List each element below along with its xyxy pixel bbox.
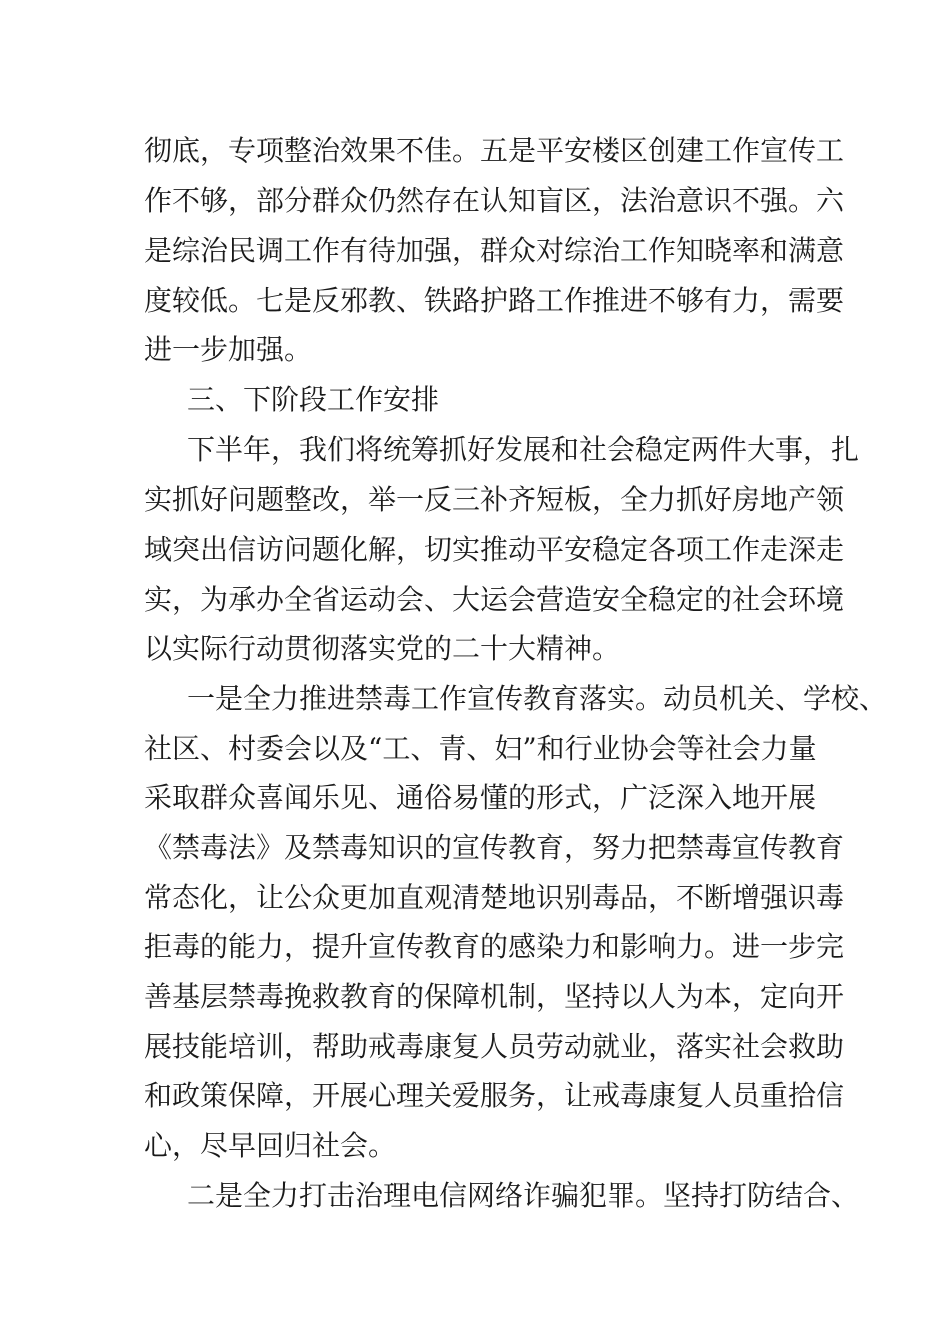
text-line: 采取群众喜闻乐见、通俗易懂的形式，广泛深入地开展 [144, 781, 817, 814]
text-line: 心，尽早回归社会。 [144, 1129, 397, 1162]
section-heading: 三、下阶段工作安排 [187, 383, 440, 416]
text-line: 是综治民调工作有待加强，群众对综治工作知晓率和满意 [144, 234, 845, 267]
text-line: 作不够，部分群众仍然存在认知盲区，法治意识不强。六 [144, 184, 845, 217]
text-line: 社区、村委会以及“工、青、妇”和行业协会等社会力量 [144, 732, 817, 765]
text-line: 实，为承办全省运动会、大运会营造安全稳定的社会环境 [144, 583, 845, 616]
text-line: 二是全力打击治理电信网络诈骗犯罪。坚持打防结合、 [187, 1179, 860, 1212]
text-line: 拒毒的能力，提升宣传教育的感染力和影响力。进一步完 [144, 930, 845, 963]
text-line: 善基层禁毒挽救教育的保障机制，坚持以人为本，定向开 [144, 980, 845, 1013]
text-line: 度较低。七是反邪教、铁路护路工作推进不够有力，需要 [144, 284, 845, 317]
text-line: 一是全力推进禁毒工作宣传教育落实。动员机关、学校、 [187, 682, 888, 715]
text-line: 常态化，让公众更加直观清楚地识别毒品，不断增强识毒 [144, 881, 845, 914]
text-line: 展技能培训，帮助戒毒康复人员劳动就业，落实社会救助 [144, 1030, 845, 1063]
text-line: 进一步加强。 [144, 333, 313, 366]
text-line: 和政策保障，开展心理关爱服务，让戒毒康复人员重拾信 [144, 1079, 845, 1112]
text-line: 彻底，专项整治效果不佳。五是平安楼区创建工作宣传工 [144, 134, 845, 167]
text-line: 以实际行动贯彻落实党的二十大精神。 [144, 632, 621, 665]
text-line: 下半年，我们将统筹抓好发展和社会稳定两件大事，扎 [187, 433, 860, 466]
text-line: 《禁毒法》及禁毒知识的宣传教育，努力把禁毒宣传教育 [144, 831, 845, 864]
text-line: 实抓好问题整改，举一反三补齐短板，全力抓好房地产领 [144, 483, 845, 516]
text-line: 域突出信访问题化解，切实推动平安稳定各项工作走深走 [144, 533, 845, 566]
